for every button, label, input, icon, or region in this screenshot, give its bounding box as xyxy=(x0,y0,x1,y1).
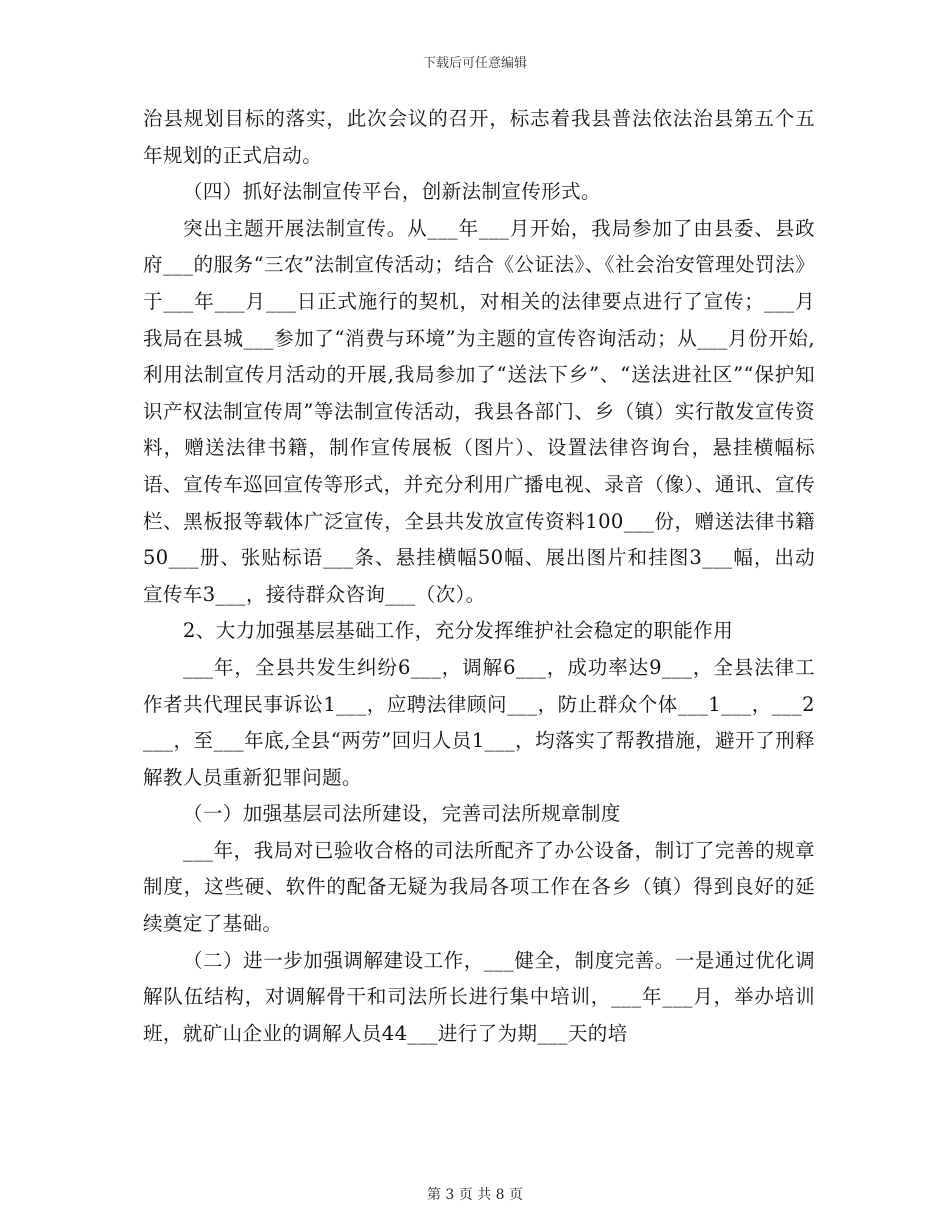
paragraph-4-heading: 2、大力加强基层基础工作，充分发挥维护社会稳定的职能作用 xyxy=(183,619,734,643)
paragraph-1: 治县规划目标的落实，此次会议的召开，标志着我县普法依法治县第五个五年规划的正式启动。 xyxy=(143,107,815,167)
paragraph-5: ___年，全县共发生纠纷6___，调解6___，成功率达9___，全县法律工作者共代理民事诉讼1___，应聘法律顾问___，防止群众个体___1___，___2___，至___年底,全县“两劳”回归人员1___，均落实了帮教措施，避开了刑释解教人员重新犯罪问题。 xyxy=(143,655,815,789)
page-number-footer: 第 3 页 共 8 页 xyxy=(426,1187,524,1203)
paragraph-3: 突出主题开展法制宣传。从___年___月开始，我局参加了由县委、县政府___的服务“三农”法制宣传活动；结合《公证法》、《社会治安管理处罚法》于___年___月___日正式施行的契机，对相关的法律要点进行了宣传；___月我局在县城___参加了“消费与环境”为主题的宣传咨询活动；从___月份开始,利用法制宣传月活动的开展,我局参加了“送法下乡”、“送法进社区”“保护知识产权法制宣传周”等法制宣传活动，我县各部门、乡（镇）实行散发宣传资料，赠送法律书籍，制作宣传展板（图片）、设置法律咨询台，悬挂横幅标语、宣传车巡回宣传等形式，并充分利用广播电视、录音（像）、通讯、宣传栏、黑板报等载体广泛宣传，全县共发放宣传资料100___份，赠送法律书籍50___册、张贴标语___条、悬挂横幅50幅、展出图片和挂图3___幅，出动宣传车3___，接待群众咨询___（次）。 xyxy=(143,216,815,606)
paragraph-6-heading: （一）加强基层司法所建设，完善司法所规章制度 xyxy=(183,802,621,826)
page-header: 下载后可任意编辑 xyxy=(422,56,527,71)
document-body xyxy=(143,101,815,1052)
paragraph-2-heading: （四）抓好法制宣传平台，创新法制宣传形式。 xyxy=(183,180,601,204)
paragraph-8: （二）进一步加强调解建设工作，___健全，制度完善。一是通过优化调解队伍结构，对调解骨干和司法所长进行集中培训，___年___月，举办培训班，就矿山企业的调解人员44___进行了为期___天的培 xyxy=(143,948,815,1045)
paragraph-7: ___年，我局对已验收合格的司法所配齐了办公设备，制订了完善的规章制度，这些硬、软件的配备无疑为我局各项工作在各乡（镇）得到良好的延续奠定了基础。 xyxy=(143,838,815,936)
